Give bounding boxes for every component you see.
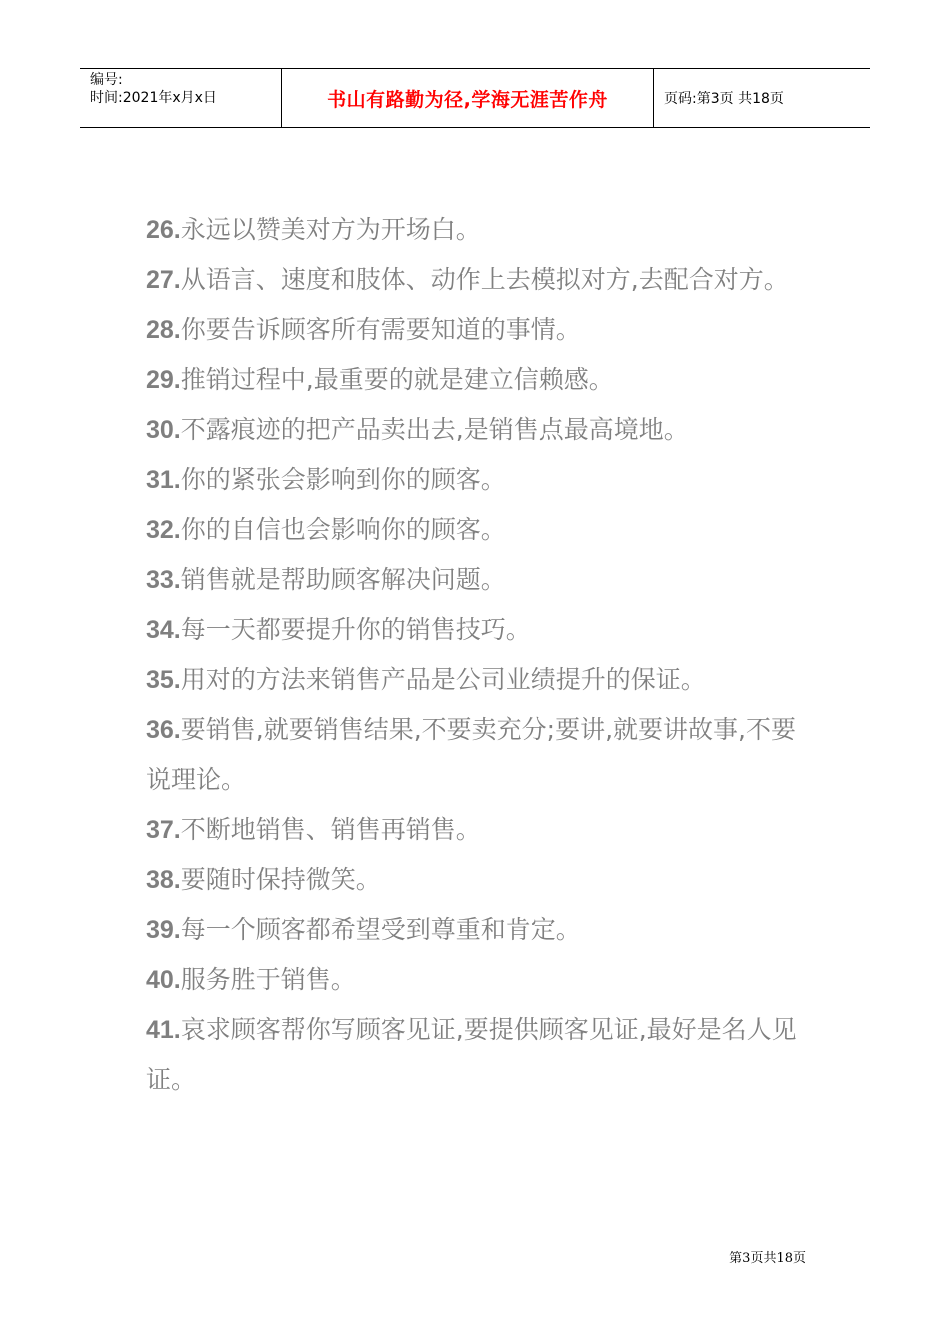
item-text: 要随时保持微笑。 <box>180 865 381 894</box>
list-item <box>146 355 816 405</box>
item-number: 27. <box>146 266 181 294</box>
list-item <box>146 905 816 955</box>
item-number: 38. <box>146 866 181 894</box>
item-number: 41. <box>146 1016 181 1044</box>
item-text: 每一个顾客都希望受到尊重和肯定。 <box>180 915 581 944</box>
item-text: 你要告诉顾客所有需要知道的事情。 <box>180 315 581 344</box>
item-text: 你的自信也会影响你的顾客。 <box>180 515 506 544</box>
item-text: 用对的方法来销售产品是公司业绩提升的保证。 <box>180 665 706 694</box>
item-number: 37. <box>146 816 181 844</box>
item-number: 31. <box>146 466 181 494</box>
list-item <box>146 555 816 605</box>
item-text: 不露痕迹的把产品卖出去,是销售点最高境地。 <box>180 415 689 444</box>
header-page-info: 页码:第3页 共18页 <box>664 91 784 107</box>
list-item <box>146 305 816 355</box>
item-number: 30. <box>146 416 181 444</box>
item-text: 每一天都要提升你的销售技巧。 <box>180 615 531 644</box>
item-text: 销售就是帮助顾客解决问题。 <box>180 565 506 594</box>
list-item <box>146 255 816 305</box>
item-text: 服务胜于销售。 <box>180 965 356 994</box>
item-text: 推销过程中,最重要的就是建立信赖感。 <box>180 365 614 394</box>
item-number: 29. <box>146 366 181 394</box>
item-number: 39. <box>146 916 181 944</box>
item-number: 32. <box>146 516 181 544</box>
item-number: 36. <box>146 716 181 744</box>
item-number: 33. <box>146 566 181 594</box>
list-item <box>146 405 816 455</box>
list-item <box>146 655 816 705</box>
item-text: 从语言、速度和肢体、动作上去模拟对方,去配合对方。 <box>180 265 789 294</box>
page-header <box>80 68 870 128</box>
item-text: 要销售,就要销售结果,不要卖充分;要讲,就要讲故事,不要说理论。 <box>146 715 796 794</box>
item-number: 28. <box>146 316 181 344</box>
list-item <box>146 455 816 505</box>
list-item <box>146 205 816 255</box>
list-item <box>146 855 816 905</box>
item-text: 你的紧张会影响到你的顾客。 <box>180 465 506 494</box>
list-item <box>146 605 816 655</box>
item-text: 永远以赞美对方为开场白。 <box>180 215 481 244</box>
item-number: 35. <box>146 666 181 694</box>
list-item <box>146 1005 816 1105</box>
item-text: 不断地销售、销售再销售。 <box>180 815 481 844</box>
document-body <box>146 205 816 1105</box>
item-number: 34. <box>146 616 181 644</box>
header-meta <box>80 69 282 127</box>
number-label: 编号: <box>90 72 123 88</box>
page-footer: 第3页共18页 <box>729 1251 806 1266</box>
list-item <box>146 805 816 855</box>
item-number: 26. <box>146 216 181 244</box>
list-item <box>146 505 816 555</box>
list-item <box>146 955 816 1005</box>
item-number: 40. <box>146 966 181 994</box>
time-label: 时间:2021年x月x日 <box>90 90 217 106</box>
list-item <box>146 705 816 805</box>
header-motto: 书山有路勤为径,学海无涯苦作舟 <box>282 69 654 127</box>
item-text: 哀求顾客帮你写顾客见证,要提供顾客见证,最好是名人见证。 <box>146 1015 797 1094</box>
